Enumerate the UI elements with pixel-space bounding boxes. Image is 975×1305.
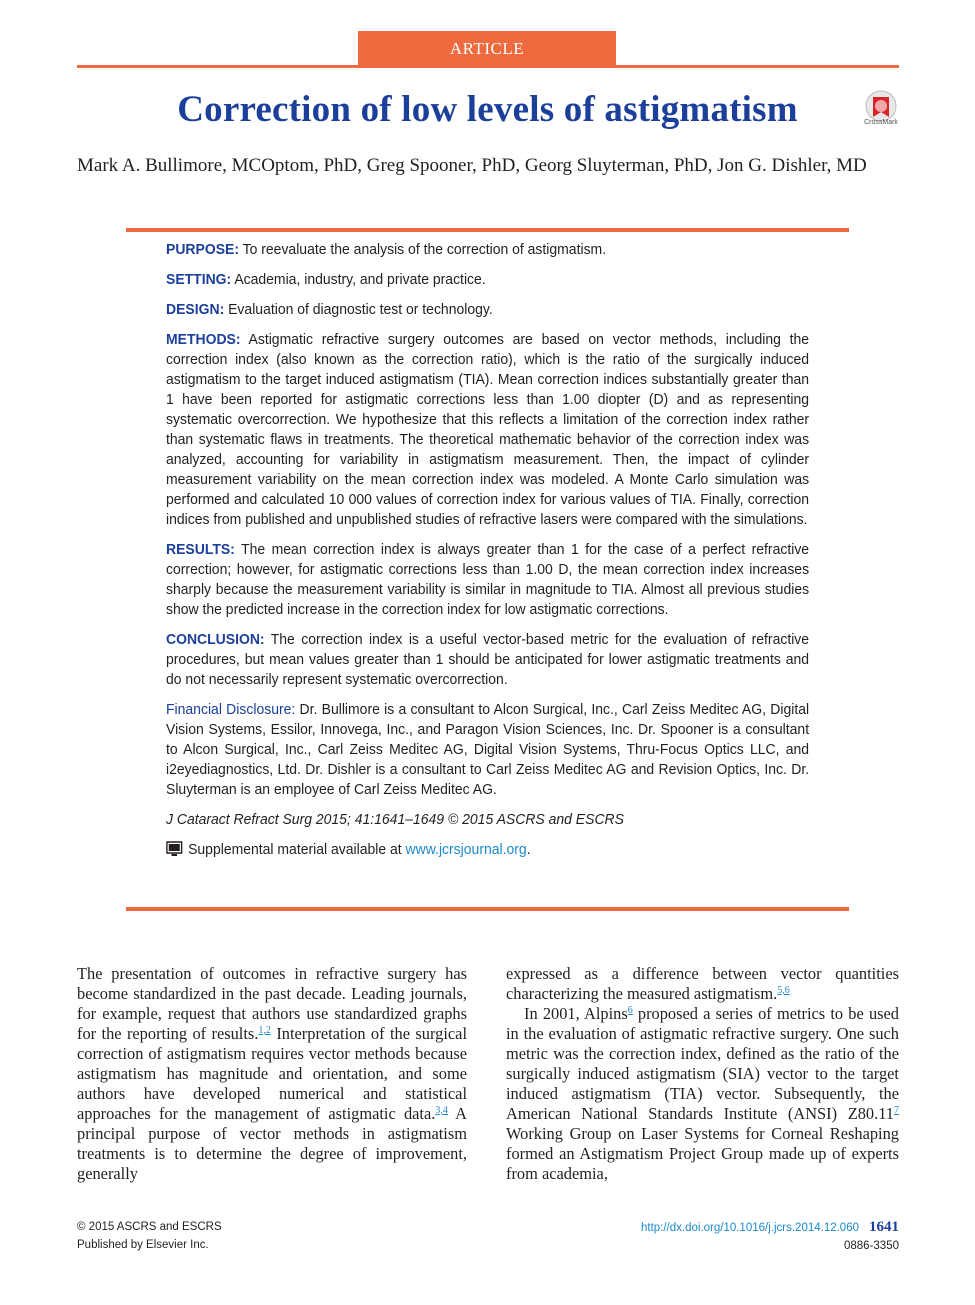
purpose-text: To reevaluate the analysis of the correction of astigmatism. [238,241,607,258]
body-column-right [506,964,899,1184]
reference-link[interactable]: 5,6 [777,985,790,996]
footer-left [77,1218,222,1254]
methods-text: Astigmatic refractive surgery outcomes are based on vector methods, including the correction index (also known as the correction ratio), which is the ratio of the surgically induced astigmatism to the target induced astigmatism (TIA). Mean correction indices substantially greater than 1 have been reported for astigmatic corrections less than 1.00 diopter (D) and as representing systematic overcorrection. We hypothesize that this reflects a limitation of the correction index rather than systematic flaws in treatments. The theoretical mathematic behavior of the correction index was analyzed, accounting for variability in astigmatism measurement. Then, the impact of cylinder measurement variability on the mean correction index was modeled. A Monte Carlo simulation was performed and calculated 10 000 values of correction index for various values of TIA. Finally, correction indices from published and unpublished studies of refractive lasers were compared with the simulations. [166,331,810,528]
body-column-left [77,964,467,1184]
design-label: DESIGN: [166,301,225,318]
body-text: Interpretation of the surgical correction of astigmatism requires vector methods because astigmatism has magnitude and orientation, and some authors have developed numerical and statistical approaches for the management of astigmatic data. [77,1024,468,1123]
abstract-purpose [166,240,809,260]
body-text: proposed a series of metrics to be used in the evaluation of astigmatic refractive surgery. One such metric was the correction index, defined as the ratio of the surgically induced astigmatism (SIA) vector to the target induced astigmatism (TIA) vector. Subsequently, the American National Standards Institute (ANSI) Z80.11 [506,1004,899,1123]
footer-copyright: © 2015 ASCRS and ESCRS [77,1221,222,1233]
abstract-bottom-rule [126,907,849,911]
body-paragraph [506,1004,899,1184]
body-text: The presentation of outcomes in refractive surgery has become standardized in the past decade. Leading journals, for example, request that authors use standardized graphs for the reporting of results. [77,964,467,1043]
disclosure-label: Financial Disclosure: [166,701,296,718]
abstract [166,240,809,870]
doi-link[interactable]: http://dx.doi.org/10.1016/j.jcrs.2014.12.060 [640,1222,859,1234]
body-paragraph [506,964,899,1004]
supplemental-text: Supplemental material available at [188,841,406,858]
results-text: The mean correction index is always greater than 1 for the case of a perfect refractive correction; however, for astigmatic corrections less than 1.00 D, the mean correction index increases sharply because the measurement variability is similar in magnitude to TIA. Almost all previous studies show the predicted increase in the correction index for low astigmatic corrections. [166,541,810,618]
crossmark-label: CrossMark [864,119,898,126]
footer-right [641,1218,899,1255]
monitor-icon [166,841,183,857]
abstract-top-rule [126,228,849,232]
results-label: RESULTS: [166,541,235,558]
methods-label: METHODS: [166,331,241,348]
purpose-label: PURPOSE: [166,241,239,258]
article-title: Correction of low levels of astigmatism [177,89,798,130]
journal-website-link[interactable]: www.jcrsjournal.org [405,841,527,858]
body-text: expressed as a difference between vector quantities characterizing the measured astigmatism. [506,964,899,1003]
article-type-tag: ARTICLE [358,31,616,66]
body-text: A principal purpose of vector methods in astigmatism treatments is to determine the degree of improvement, generally [77,1104,467,1183]
abstract-disclosure [166,700,809,800]
reference-link[interactable]: 3,4 [435,1105,448,1116]
author-list: Mark A. Bullimore, MCOptom, PhD, Greg Spooner, PhD, Georg Sluyterman, PhD, Jon G. Dishler, MD [77,155,867,176]
setting-label: SETTING: [166,271,232,288]
conclusion-label: CONCLUSION: [166,631,265,648]
body-text: Working Group on Laser Systems for Corneal Reshaping formed an Astigmatism Project Group made up of experts from academia, [506,1124,899,1183]
body-text: In 2001, Alpins [524,1004,628,1023]
setting-text: Academia, industry, and private practice. [231,271,486,288]
design-text: Evaluation of diagnostic test or technology. [224,301,493,318]
footer-publisher: Published by Elsevier Inc. [77,1239,209,1251]
abstract-results [166,540,809,620]
abstract-setting [166,270,809,290]
reference-link[interactable]: 1,2 [258,1025,271,1036]
supplemental-note [166,840,809,860]
supplemental-end: . [526,841,531,858]
abstract-design [166,300,809,320]
reference-link[interactable]: 7 [894,1105,899,1116]
intro-paragraph [77,964,467,1184]
abstract-methods [166,330,809,530]
header-rule [77,65,899,68]
reference-link[interactable]: 6 [627,1005,633,1016]
journal-citation: J Cataract Refract Surg 2015; 41:1641–1649 © 2015 ASCRS and ESCRS [166,811,624,828]
disclosure-text: Dr. Bullimore is a consultant to Alcon Surgical, Inc., Carl Zeiss Meditec AG, Digital Vision Systems, Essilor, Innovega, Inc., and Paragon Vision Sciences, Inc. Dr. Spooner is a consultant to Alcon Surgical, Inc., Carl Zeiss Meditec AG, Digital Vision Systems, Thru-Focus Optics LLC, and i2eyediagnostics, Ltd. Dr. Dishler is a consultant to Carl Zeiss Meditec AG and Revision Optics, Inc. Dr. Sluyterman is an employee of Carl Zeiss Meditec AG. [166,701,810,798]
conclusion-text: The correction index is a useful vector-based metric for the evaluation of refractive procedures, but mean values greater than 1 should be anticipated for lower astigmatic treatments and do not necessarily represent systematic overcorrection. [166,631,810,688]
page-number: 1641 [869,1219,899,1235]
abstract-conclusion [166,630,809,690]
issn: 0886-3350 [844,1240,899,1252]
